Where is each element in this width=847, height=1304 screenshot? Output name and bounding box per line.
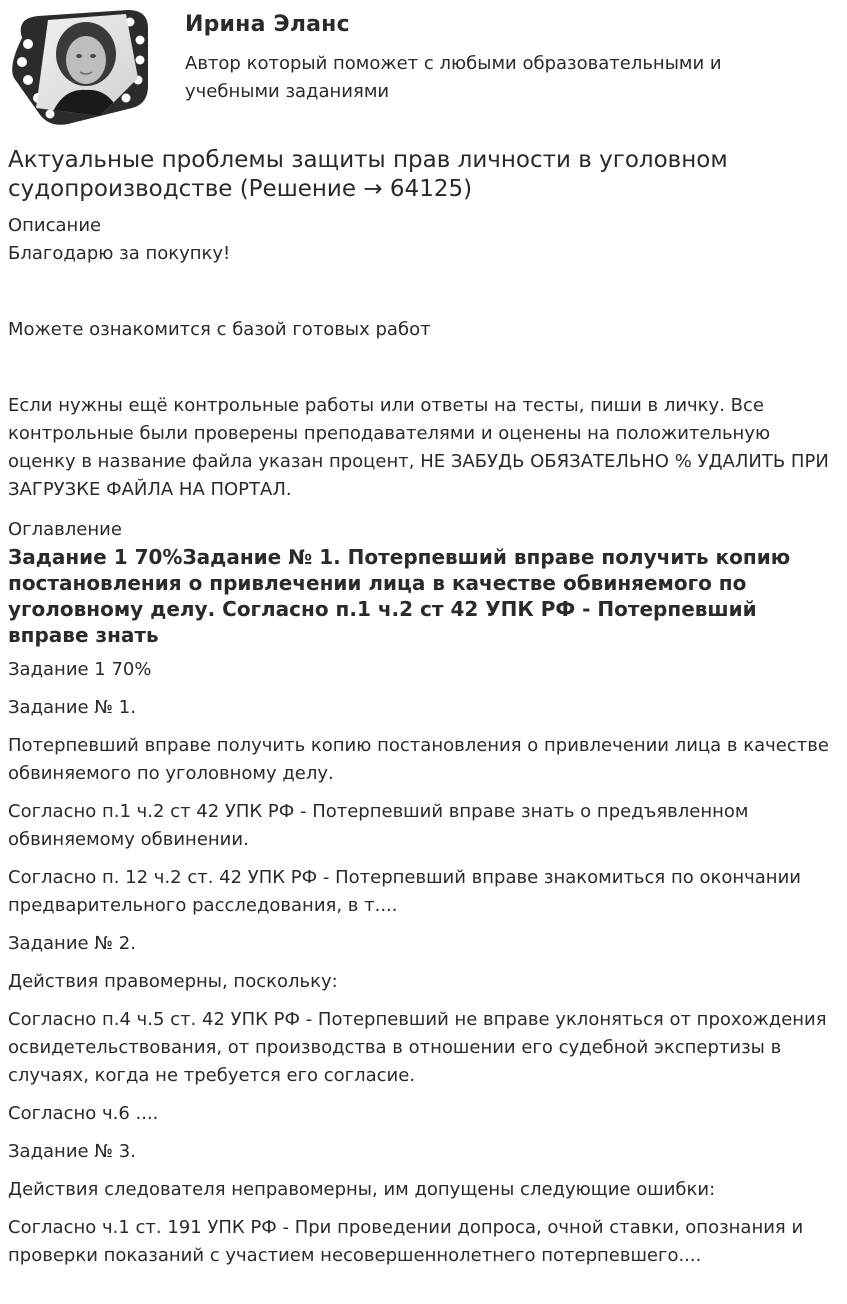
body-paragraph: Действия следователя неправомерны, им допущены следующие ошибки: bbox=[8, 1179, 716, 1200]
body-paragraph: Задание № 3. bbox=[8, 1141, 136, 1162]
body-paragraph: Задание 1 70% bbox=[8, 659, 152, 680]
description-paragraph: Если нужны ещё контрольные работы или ответы на тесты, пиши в личку. Все контрольные были проверены преподавателями и оценены на положительную оценку в название файла указан процент, НЕ ЗАБУДЬ ОБЯЗАТЕЛЬНО % УДАЛИТЬ ПРИ ЗАГРУЗКЕ ФАЙЛА НА ПОРТАЛ. bbox=[8, 395, 829, 500]
description-paragraph: Благодарю за покупку! bbox=[8, 243, 231, 264]
document-title: Актуальные проблемы защиты прав личности в уголовном судопроизводстве (Решение → 64125) bbox=[8, 147, 728, 202]
body-paragraph: Согласно п. 12 ч.2 ст. 42 УПК РФ - Потерпевший вправе знакомиться по окончании предварительного расследования, в т.... bbox=[8, 867, 801, 916]
body-paragraph: Согласно ч.1 ст. 191 УПК РФ - При проведении допроса, очной ставки, опознания и проверки показаний с участием несовершеннолетнего потерпевшего.... bbox=[8, 1217, 804, 1266]
body-paragraph: Согласно п.4 ч.5 ст. 42 УПК РФ - Потерпевший не вправе уклоняться от прохождения освидетельствования, от производства в отношении его судебной экспертизы в случаях, когда не требуется его согласие. bbox=[8, 1009, 827, 1086]
film-frame-avatar-icon bbox=[8, 8, 150, 126]
body-paragraph: Задание № 2. bbox=[8, 933, 136, 954]
body-paragraph: Действия правомерны, поскольку: bbox=[8, 971, 338, 992]
body-paragraph: Согласно п.1 ч.2 ст 42 УПК РФ - Потерпевший вправе знать о предъявленном обвиняемому обвинении. bbox=[8, 801, 749, 850]
toc-label: Оглавление bbox=[8, 519, 122, 540]
description-label: Описание bbox=[8, 215, 102, 236]
author-header bbox=[0, 0, 847, 140]
toc-heading: Задание 1 70%Задание № 1. Потерпевший вправе получить копию постановления о привлечении лица в качестве обвиняемого по уголовному делу. Согласно п.1 ч.2 ст 42 УПК РФ - Потерпевший вправе знать bbox=[8, 545, 791, 647]
author-avatar[interactable] bbox=[8, 8, 150, 126]
body-paragraph: Потерпевший вправе получить копию постановления о привлечении лица в качестве обвиняемого по уголовному делу. bbox=[8, 735, 829, 784]
author-name[interactable]: Ирина Эланс bbox=[185, 12, 350, 37]
body-paragraph: Задание № 1. bbox=[8, 697, 136, 718]
author-description: Автор который поможет с любыми образовательными и учебными заданиями bbox=[185, 53, 722, 102]
document-content bbox=[8, 146, 838, 1280]
description-paragraph: Можете ознакомится с базой готовых работ bbox=[8, 319, 431, 340]
body-paragraph: Согласно ч.6 .... bbox=[8, 1103, 159, 1124]
